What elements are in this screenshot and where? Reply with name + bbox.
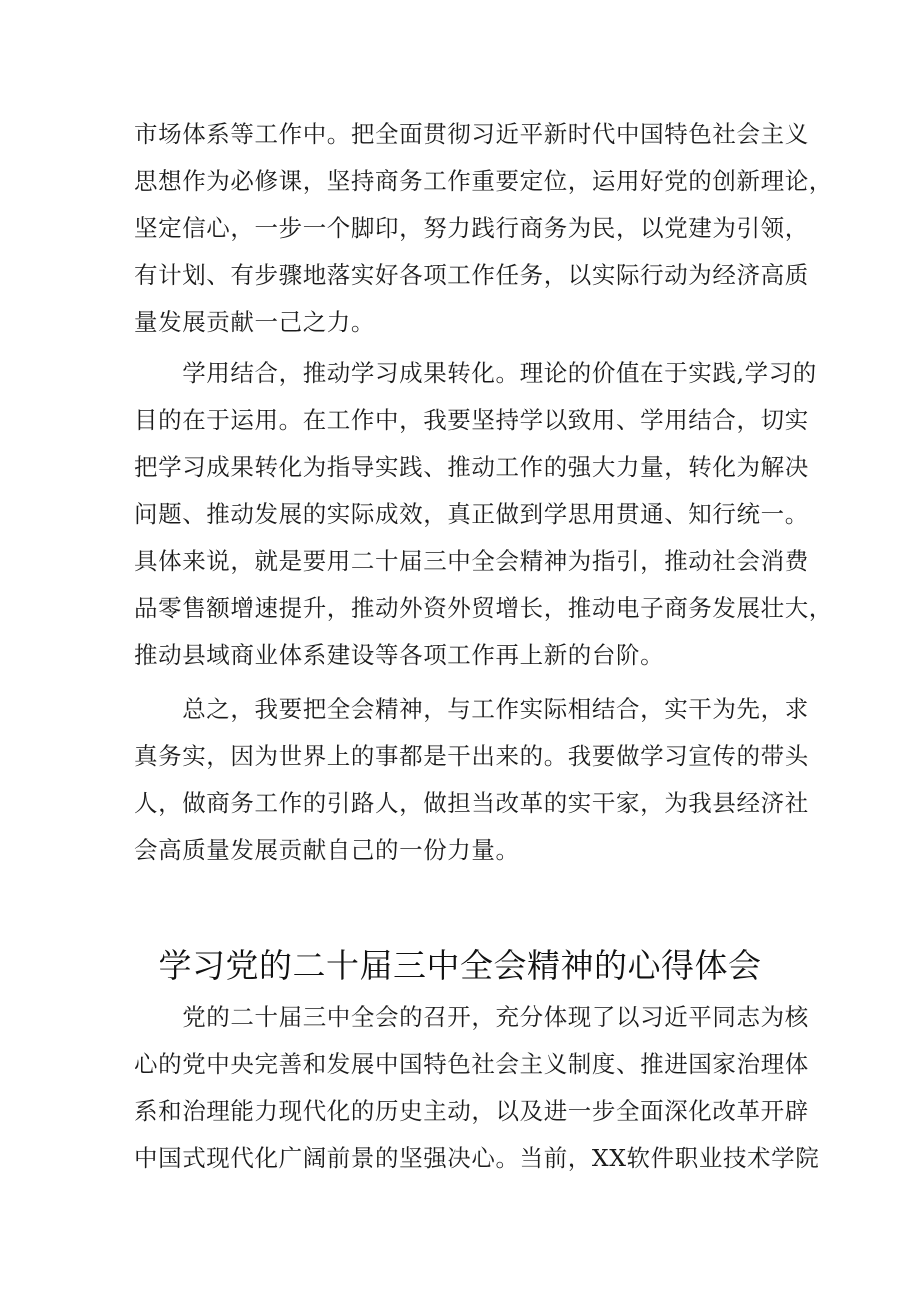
apply-learning-paragraph [134, 350, 833, 679]
continuation-paragraph [134, 111, 833, 346]
text-line: 思想作为必修课，坚持商务工作重要定位，运用好党的创新理论， [134, 167, 833, 195]
text-line: 真务实，因为世界上的事都是干出来的。我要做学习宣传的带头 [134, 742, 809, 770]
text-line: 问题、推动发展的实际成效，真正做到学思用贯通、知行统一。 [134, 500, 809, 528]
text-line: 中国式现代化广阔前景的坚强决心。当前，XX软件职业技术学院 [134, 1144, 820, 1172]
text-line: 学用结合，推动学习成果转化。理论的价值在于实践,学习的 [134, 359, 817, 387]
text-line: 有计划、有步骤地落实好各项工作任务，以实际行动为经济高质 [134, 261, 809, 289]
conclusion-paragraph [134, 686, 809, 874]
text-line: 心的党中央完善和发展中国特色社会主义制度、推进国家治理体 [134, 1050, 809, 1078]
text-line: 会高质量发展贡献自己的一份力量。 [134, 836, 520, 864]
text-line: 量发展贡献一己之力。 [134, 308, 375, 336]
text-line: 党的二十届三中全会的召开，充分体现了以习近平同志为核 [134, 1003, 809, 1031]
text-line: 推动县域商业体系建设等各项工作再上新的台阶。 [134, 641, 665, 669]
text-line: 总之，我要把全会精神，与工作实际相结合，实干为先，求 [134, 695, 809, 723]
section-title: 学习党的二十届三中全会精神的心得体会 [158, 946, 762, 985]
text-line: 具体来说，就是要用二十届三中全会精神为指引，推动社会消费 [134, 547, 809, 575]
text-line: 市场体系等工作中。把全面贯彻习近平新时代中国特色社会主义 [134, 120, 809, 148]
text-line: 坚定信心，一步一个脚印，努力践行商务为民，以党建为引领， [134, 214, 809, 242]
text-line: 人，做商务工作的引路人，做担当改革的实干家，为我县经济社 [134, 789, 809, 817]
intro-paragraph [134, 994, 820, 1182]
text-line: 品零售额增速提升，推动外资外贸增长，推动电子商务发展壮大， [134, 594, 833, 622]
text-line: 把学习成果转化为指导实践、推动工作的强大力量，转化为解决 [134, 453, 809, 481]
text-line: 系和治理能力现代化的历史主动，以及进一步全面深化改革开辟 [134, 1097, 809, 1125]
text-line: 目的在于运用。在工作中，我要坚持学以致用、学用结合，切实 [134, 406, 809, 434]
